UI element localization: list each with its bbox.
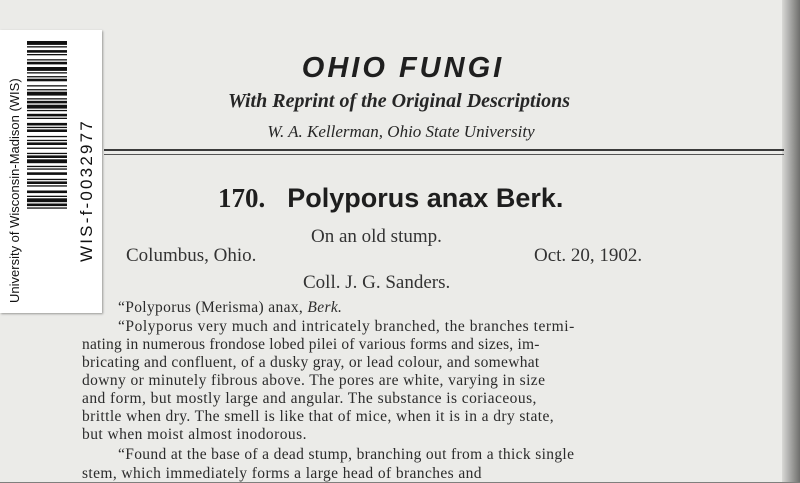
collector-text: Coll. J. G. Sanders. [303, 272, 451, 293]
description-line: nating in numerous frondose lobed pilei of various forms and sizes, im- [82, 336, 540, 353]
description-line: “Found at the base of a dead stump, branching out from a thick single [118, 446, 575, 463]
institution-text: University of Wisconsin-Madison (WIS) [7, 78, 22, 303]
species-name: Polyporus anax Berk. [287, 183, 564, 213]
substrate-text: On an old stump. [311, 226, 442, 247]
description-line: bricating and confluent, of a dusky gray, or lead colour, and somewhat [82, 354, 540, 371]
barcode-icon [27, 41, 67, 303]
description-line: downy or minutely fibrous above. The pores are white, varying in size [82, 372, 546, 389]
description-line: and form, but mostly large and angular. The substance is coriaceous, [82, 390, 537, 407]
publication-subtitle: With Reprint of the Original Descriptions [227, 90, 571, 112]
species-heading [218, 183, 563, 214]
accession-number: WIS-f-0032977 [77, 119, 96, 262]
specimen-number: 170. [218, 183, 266, 213]
description-line: “Polyporus (Merisma) anax, Berk. [118, 299, 343, 316]
collection-date: Oct. 20, 1902. [534, 245, 643, 266]
description-line: stem, which immediately forms a large head of branches and [82, 465, 482, 482]
description-line: but when moist almost inodorous. [82, 426, 307, 443]
description-line: “Polyporus very much and intricately branched, the branches termi- [118, 318, 575, 335]
locality-text: Columbus, Ohio. [126, 245, 257, 266]
publication-author: W. A. Kellerman, Ohio State University [267, 122, 535, 141]
description-line: brittle when dry. The smell is like that of mice, when it is in a dry state, [82, 408, 555, 425]
publication-title: OHIO FUNGI [301, 52, 505, 84]
header-rule [104, 149, 784, 151]
description-authority: Berk. [307, 299, 343, 316]
header-rule-thin [104, 154, 784, 155]
